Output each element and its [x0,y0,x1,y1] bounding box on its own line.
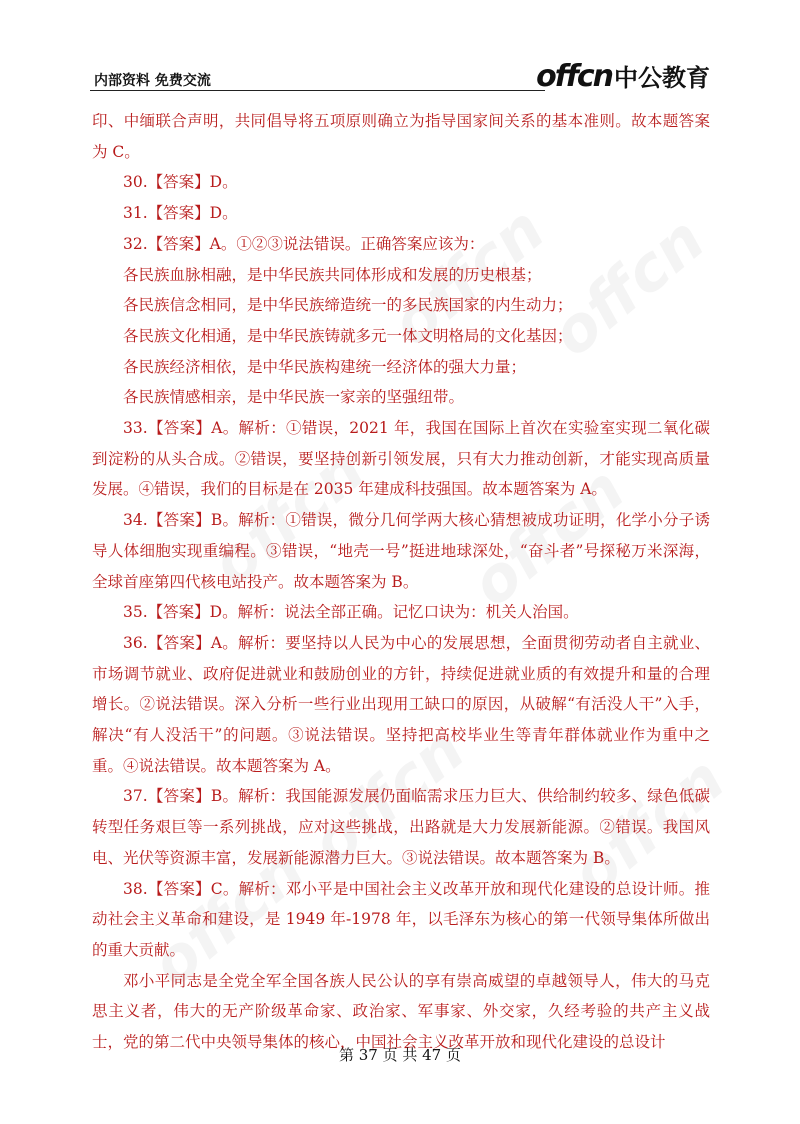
answer-36: 36.【答案】A。解析：要坚持以人民为中心的发展思想，全面贯彻劳动者自主就业、市场调节就业、政府促进就业和鼓励创业的方针，持续促进就业质的有效提升和量的合理增长。②说法错误。深入分析一些行业出现用工缺口的原因，从破解“有活没人干”入手，解决“有人没活干”的问题。③说法错误。坚持把高校毕业生等青年群体就业作为重中之重。④说法错误。故本题答案为 A。 [92,633,710,775]
offcn-logo [536,59,710,94]
header-rule [90,90,545,91]
logo-cjk-text: 中公教育 [614,64,710,92]
answer-37: 37.【答案】B。解析：我国能源发展仍面临需求压力巨大、供给制约较多、绿色低碳转型任务艰巨等一系列挑战，应对这些挑战，出路就是大力发展新能源。②错误。我国风电、光伏等资源丰富，发展新能源潜力巨大。③说法错误。故本题答案为 B。 [92,787,710,867]
answer-30: 30.【答案】D。 [123,173,238,192]
answer-33: 33.【答案】A。解析：①错误，2021 年，我国在国际上首次在实验室实现二氧化碳到淀粉的从头合成。②错误，要坚持创新引领发展，只有大力推动创新，才能实现高质量发展。④错误，我们的目标是在 2035 年建成科技强国。故本题答案为 A。 [92,419,710,499]
paragraph: 邓小平同志是全党全军全国各族人民公认的享有崇高威望的卓越领导人，伟大的马克思主义者，伟大的无产阶级革命家、政治家、军事家、外交家，久经考验的共产主义战士，党的第二代中央领导集体的核心，中国社会主义改革开放和现代化建设的总设计 [92,971,710,1052]
page-header [90,59,710,94]
list-item: 各民族情感相亲，是中华民族一家亲的坚强纽带。 [123,388,465,407]
page-number: 第 37 页 共 47 页 [338,1046,461,1064]
answer-body [92,106,710,1058]
list-item: 各民族文化相通，是中华民族铸就多元一体文明格局的文化基因； [123,326,573,345]
list-item: 各民族经济相依，是中华民族构建统一经济体的强大力量； [123,357,527,376]
answer-31: 31.【答案】D。 [123,204,238,223]
list-item: 各民族信念相同，是中华民族缔造统一的多民族国家的内生动力； [123,296,573,315]
answer-32: 32.【答案】A。①②③说法错误。正确答案应该为： [123,234,485,253]
header-label: 内部资料 免费交流 [94,73,211,89]
paragraph: 印、中缅联合声明，共同倡导将五项原则确立为指导国家间关系的基本准则。故本题答案为 C。 [92,112,710,161]
answer-38: 38.【答案】C。解析：邓小平是中国社会主义改革开放和现代化建设的总设计师。推动社会主义革命和建设，是 1949 年-1978 年，以毛泽东为核心的第一代领导集体所做出的重大贡献。 [92,879,710,959]
logo-latin-text: offcn [536,59,612,94]
answer-34: 34.【答案】B。解析：①错误，微分几何学两大核心猜想被成功证明，化学小分子诱导人体细胞实现重编程。③错误，“地壳一号”挺进地球深处，“奋斗者”号探秘万米深海，全球首座第四代核电站投产。故本题答案为 B。 [92,511,710,591]
answer-35: 35.【答案】D。解析：说法全部正确。记忆口诀为：机关人治国。 [123,603,579,622]
list-item: 各民族血脉相融，是中华民族共同体形成和发展的历史根基； [123,265,542,284]
